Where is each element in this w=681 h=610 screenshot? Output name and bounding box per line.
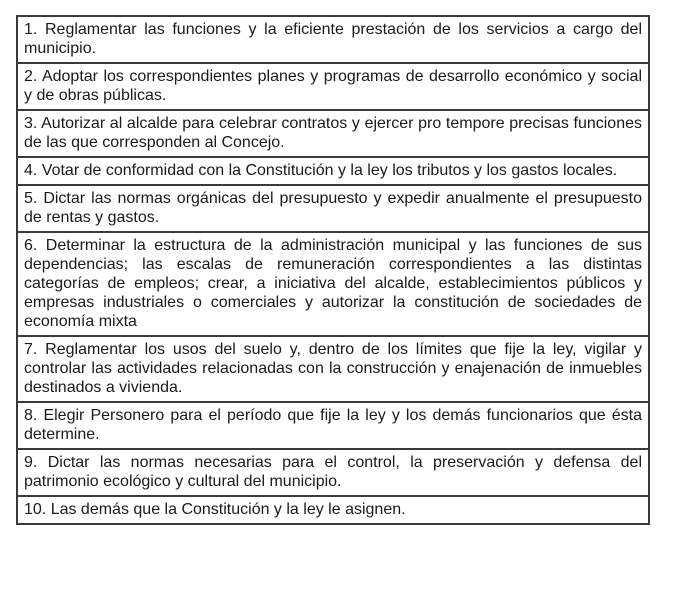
table-cell: 6. Determinar la estructura de la administración municipal y las funciones de sus dependencias; las escalas de remuneración correspondientes a las distintas categorías de empleos; crear, a iniciativa del alcalde, establecimientos públicos y empresas industriales o comerciales y autorizar la constitución de sociedades de economía mixta (17, 232, 649, 336)
table-cell: 10. Las demás que la Constitución y la ley le asignen. (17, 496, 649, 524)
table-row (17, 232, 649, 336)
table-cell: 7. Reglamentar los usos del suelo y, dentro de los límites que fije la ley, vigilar y controlar las actividades relacionadas con la construcción y enajenación de inmuebles destinados a vivienda. (17, 336, 649, 402)
table-cell: 3. Autorizar al alcalde para celebrar contratos y ejercer pro tempore precisas funciones de las que corresponden al Concejo. (17, 110, 649, 157)
table-row (17, 63, 649, 110)
table-cell: 8. Elegir Personero para el período que fije la ley y los demás funcionarios que ésta determine. (17, 402, 649, 449)
table-row (17, 185, 649, 232)
table-row (17, 402, 649, 449)
table-cell: 1. Reglamentar las funciones y la eficiente prestación de los servicios a cargo del municipio. (17, 16, 649, 63)
table-row (17, 449, 649, 496)
table-row (17, 157, 649, 185)
table-cell: 9. Dictar las normas necesarias para el control, la preservación y defensa del patrimonio ecológico y cultural del municipio. (17, 449, 649, 496)
table-cell: 2. Adoptar los correspondientes planes y programas de desarrollo económico y social y de obras públicas. (17, 63, 649, 110)
document-page (16, 15, 650, 525)
table-row (17, 110, 649, 157)
functions-table (16, 15, 650, 525)
table-cell: 4. Votar de conformidad con la Constitución y la ley los tributos y los gastos locales. (17, 157, 649, 185)
table-row (17, 496, 649, 524)
table-row (17, 16, 649, 63)
table-cell: 5. Dictar las normas orgánicas del presupuesto y expedir anualmente el presupuesto de rentas y gastos. (17, 185, 649, 232)
table-row (17, 336, 649, 402)
